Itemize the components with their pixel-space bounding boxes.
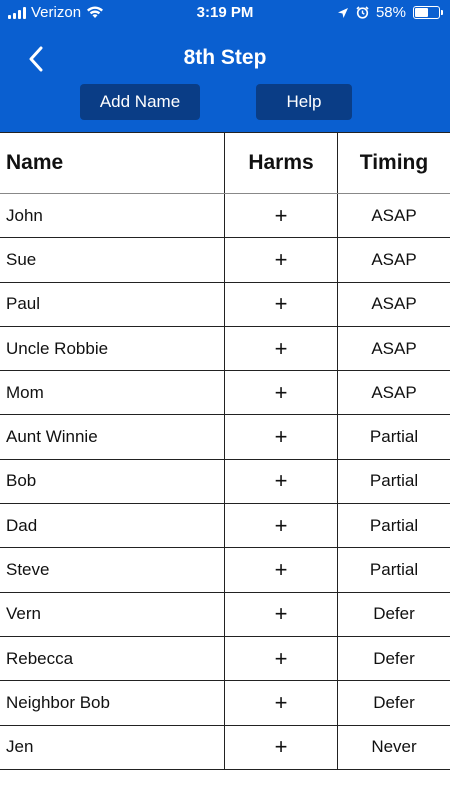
row-name[interactable]: Jen (0, 726, 225, 769)
row-name[interactable]: Neighbor Bob (0, 681, 225, 724)
amends-table (0, 132, 450, 770)
harms-add-button[interactable]: + (225, 371, 338, 414)
table-row[interactable] (0, 637, 450, 681)
harms-add-button[interactable]: + (225, 194, 338, 237)
table-row[interactable] (0, 681, 450, 725)
row-timing: Partial (369, 471, 419, 491)
harms-add-button[interactable]: + (225, 415, 338, 458)
harms-add-button[interactable]: + (225, 504, 338, 547)
table-row[interactable] (0, 726, 450, 770)
row-timing: ASAP (371, 249, 417, 269)
row-name[interactable]: Paul (0, 283, 225, 326)
harms-add-button[interactable]: + (225, 681, 338, 724)
table-row[interactable] (0, 283, 450, 327)
status-bar (0, 0, 450, 26)
add-name-button[interactable]: Add Name (80, 84, 200, 120)
row-timing: Partial (369, 515, 419, 535)
row-name[interactable]: Vern (0, 593, 225, 636)
row-timing: Never (371, 737, 417, 757)
harms-add-button[interactable]: + (225, 238, 338, 281)
harms-add-button[interactable]: + (225, 548, 338, 591)
app-header (0, 0, 450, 132)
harms-add-button[interactable]: + (225, 327, 338, 370)
row-timing: ASAP (371, 382, 417, 402)
row-name[interactable]: Aunt Winnie (0, 415, 225, 458)
table-row[interactable] (0, 460, 450, 504)
row-timing: ASAP (371, 205, 417, 225)
table-body (0, 194, 450, 770)
table-row[interactable] (0, 415, 450, 459)
row-timing: Partial (369, 560, 419, 580)
column-header-name: Name (0, 133, 225, 193)
row-name[interactable]: Steve (0, 548, 225, 591)
row-name[interactable]: John (0, 194, 225, 237)
row-timing: Defer (373, 692, 415, 712)
battery-fill (415, 8, 428, 17)
table-row[interactable] (0, 194, 450, 238)
harms-add-button[interactable]: + (225, 593, 338, 636)
status-right (337, 4, 440, 21)
alarm-icon (356, 6, 369, 19)
row-name[interactable]: Sue (0, 238, 225, 281)
row-name[interactable]: Dad (0, 504, 225, 547)
table-row[interactable] (0, 504, 450, 548)
row-timing: Defer (373, 648, 415, 668)
row-timing: Partial (369, 427, 419, 447)
table-row[interactable] (0, 371, 450, 415)
table-header-row (0, 133, 450, 194)
row-name[interactable]: Bob (0, 460, 225, 503)
carrier-label: Verizon (31, 4, 82, 21)
battery-percent: 58% (375, 4, 406, 21)
battery-icon (413, 6, 440, 19)
row-timing: ASAP (371, 338, 417, 358)
table-row[interactable] (0, 327, 450, 371)
row-name[interactable]: Uncle Robbie (0, 327, 225, 370)
row-timing: Defer (373, 604, 415, 624)
row-timing: ASAP (371, 294, 417, 314)
column-header-harms: Harms (225, 133, 338, 193)
status-time: 3:19 PM (196, 4, 254, 21)
location-arrow-icon (337, 7, 349, 19)
help-button[interactable]: Help (256, 84, 352, 120)
harms-add-button[interactable]: + (225, 726, 338, 769)
row-name[interactable]: Mom (0, 371, 225, 414)
harms-add-button[interactable]: + (225, 283, 338, 326)
harms-add-button[interactable]: + (225, 460, 338, 503)
table-row[interactable] (0, 548, 450, 592)
table-row[interactable] (0, 238, 450, 282)
page-title: 8th Step (183, 46, 267, 69)
table-row[interactable] (0, 593, 450, 637)
column-header-timing: Timing (359, 151, 429, 174)
harms-add-button[interactable]: + (225, 637, 338, 680)
row-name[interactable]: Rebecca (0, 637, 225, 680)
